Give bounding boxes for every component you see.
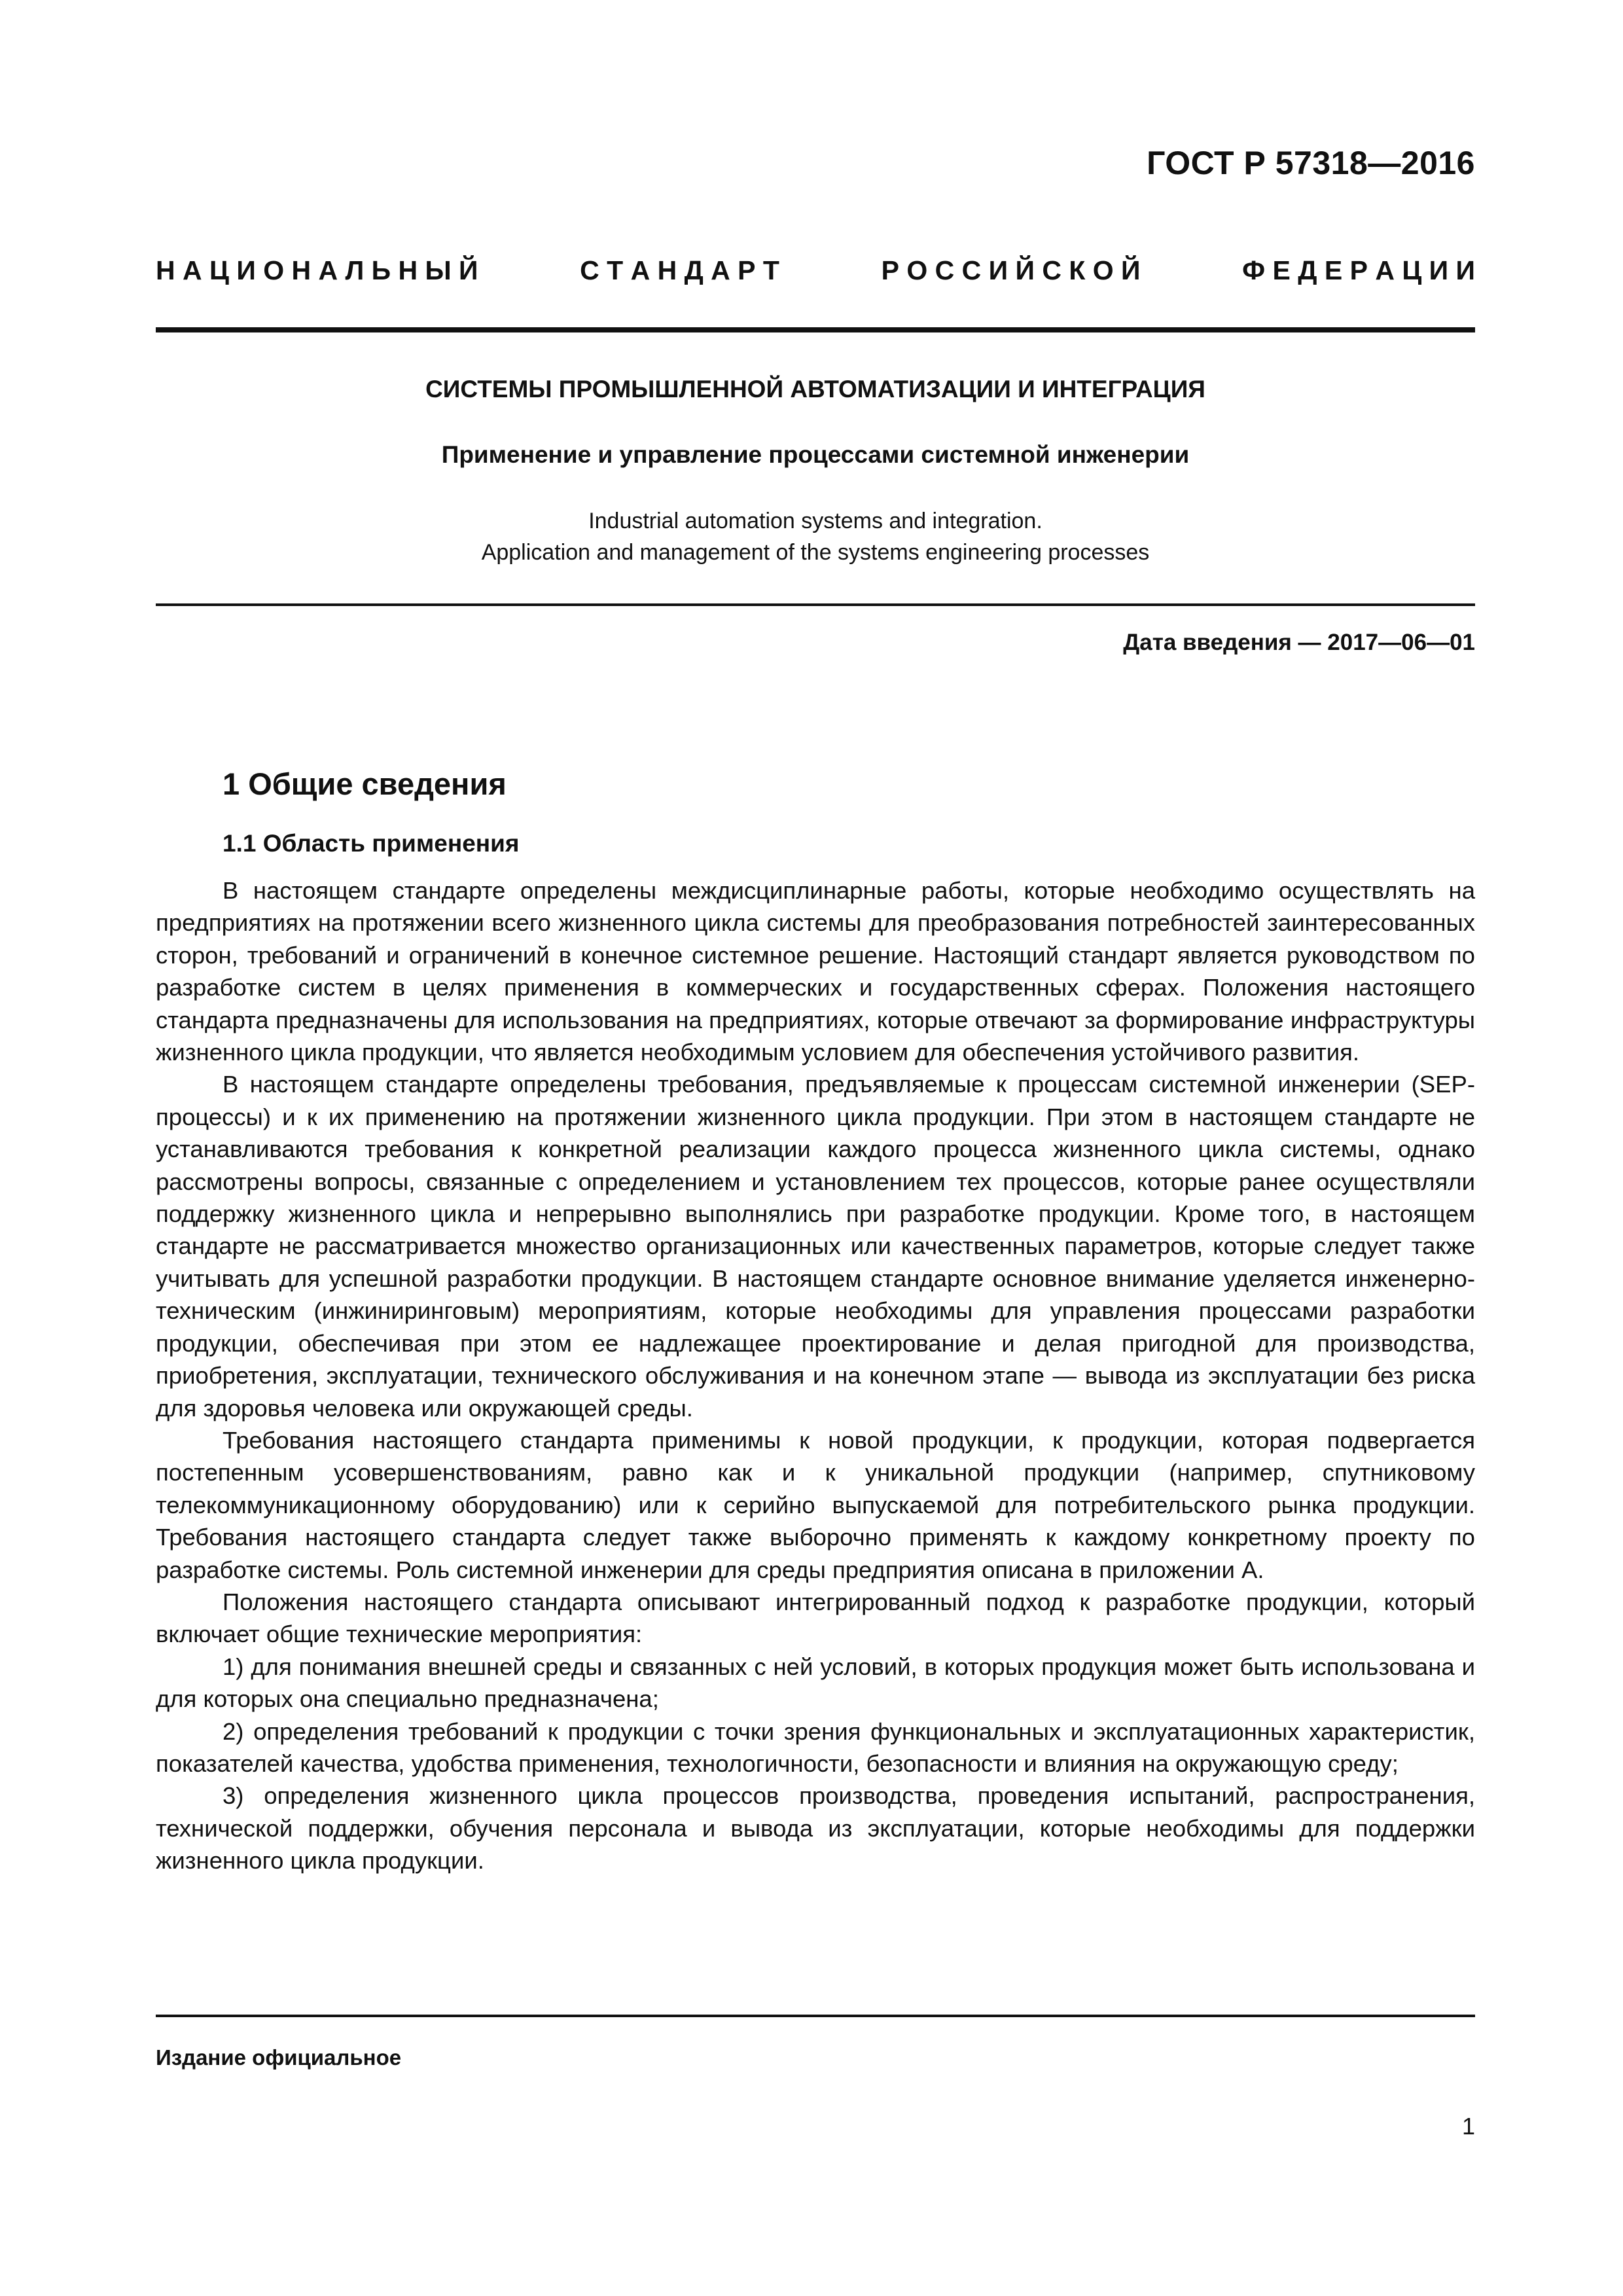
list-item: 1) для понимания внешней среды и связанных с ней условий, в которых продукция может быть использована и для которых она специально предназначена;	[156, 1653, 1475, 1713]
page-number: 1	[1461, 2113, 1475, 2140]
english-title-line: Industrial automation systems and integration.	[588, 509, 1043, 533]
paragraph: Требования настоящего стандарта применимы к новой продукции, к продукции, которая подвергается постепенным усовершенствованиям, равно как и к уникальной продукции (например, спутниковому телекоммуникационному оборудованию) или к серийно выпускаемой для потребительского рынка продукции. Требования настоящего стандарта следует также выборочно применять к каждому конкретному проекту по разработке системы. Роль системной инженерии для среды предприятия описана в приложении А.	[156, 1426, 1475, 1583]
document-subtitle: Применение и управление процессами системной инженерии	[441, 441, 1190, 468]
subsection-heading: 1.1 Область применения	[223, 830, 520, 857]
banner-word: Р О С С И Й С К О Й	[881, 255, 1141, 285]
edition-label: Издание официальное	[156, 2045, 402, 2070]
standard-number: ГОСТ Р 57318—2016	[1147, 145, 1475, 181]
banner-word: Н А Ц И О Н А Л Ь Н Ы Й	[156, 255, 478, 285]
body-text	[156, 874, 1475, 1877]
footer-divider	[156, 2015, 1475, 2017]
document-title: СИСТЕМЫ ПРОМЫШЛЕННОЙ АВТОМАТИЗАЦИИ И ИНТЕГРАЦИЯ	[425, 376, 1205, 403]
title-divider	[156, 603, 1475, 606]
list-item: 3) определения жизненного цикла процессов производства, проведения испытаний, распространения, технической поддержки, обучения персонала и вывода из эксплуатации, которые необходимы для поддержки жизненного цикла продукции.	[156, 1782, 1475, 1874]
header-divider	[156, 327, 1475, 332]
paragraph: Положения настоящего стандарта описывают интегрированный подход к разработке продукции, который включает общие технические мероприятия:	[156, 1588, 1475, 1648]
english-title	[156, 505, 1475, 568]
section-heading: 1 Общие сведения	[223, 766, 507, 801]
english-title-line: Application and management of the systems engineering processes	[481, 540, 1150, 565]
paragraph: В настоящем стандарте определены междисциплинарные работы, которые необходимо осуществлять на предприятиях на протяжении всего жизненного цикла системы для преобразования потребностей заинтересованных сторон, требований и ограничений в конечное системное решение. Настоящий стандарт является руководством по разработке систем в целях применения в коммерческих и государственных сферах. Положения настоящего стандарта предназначены для использования на предприятиях, которые отвечают за формирование инфраструктуры жизненного цикла продукции, что является необходимым условием для обеспечения устойчивого развития.	[156, 877, 1475, 1066]
banner-word: Ф Е Д Е Р А Ц И И	[1242, 255, 1475, 285]
paragraph: В настоящем стандарте определены требования, предъявляемые к процессам системной инженерии (SEP-процессы) и к их применению на протяжении жизненного цикла продукции. При этом в настоящем стандарте не устанавливаются требования к конкретной реализации каждого процесса жизненного цикла системы, однако рассмотрены вопросы, связанные с определением и установлением тех процессов, которые ранее осуществляли поддержку жизненного цикла и непрерывно выполнялись при разработке продукции. Кроме того, в настоящем стандарте не рассматривается множество организационных или качественных параметров, которые следует также учитывать для успешной разработки продукции. В настоящем стандарте основное внимание уделяется инженерно-техническим (инжиниринговым) мероприятиям, которые необходимы для управления процессами разработки продукции, обеспечивая при этом ее надлежащее проектирование и делая пригодной для производства, приобретения, эксплуатации, технического обслуживания и на конечном этапе — вывода из эксплуатации без риска для здоровья человека или окружающей среды.	[156, 1071, 1475, 1422]
national-standard-banner	[156, 255, 1475, 295]
introduction-date: Дата введения — 2017—06—01	[1123, 630, 1475, 655]
list-item: 2) определения требований к продукции с точки зрения функциональных и эксплуатационных характеристик, показателей качества, удобства применения, технологичности, безопасности и влияния на окружающую среду;	[156, 1717, 1475, 1777]
banner-word: С Т А Н Д А Р Т	[580, 255, 779, 285]
